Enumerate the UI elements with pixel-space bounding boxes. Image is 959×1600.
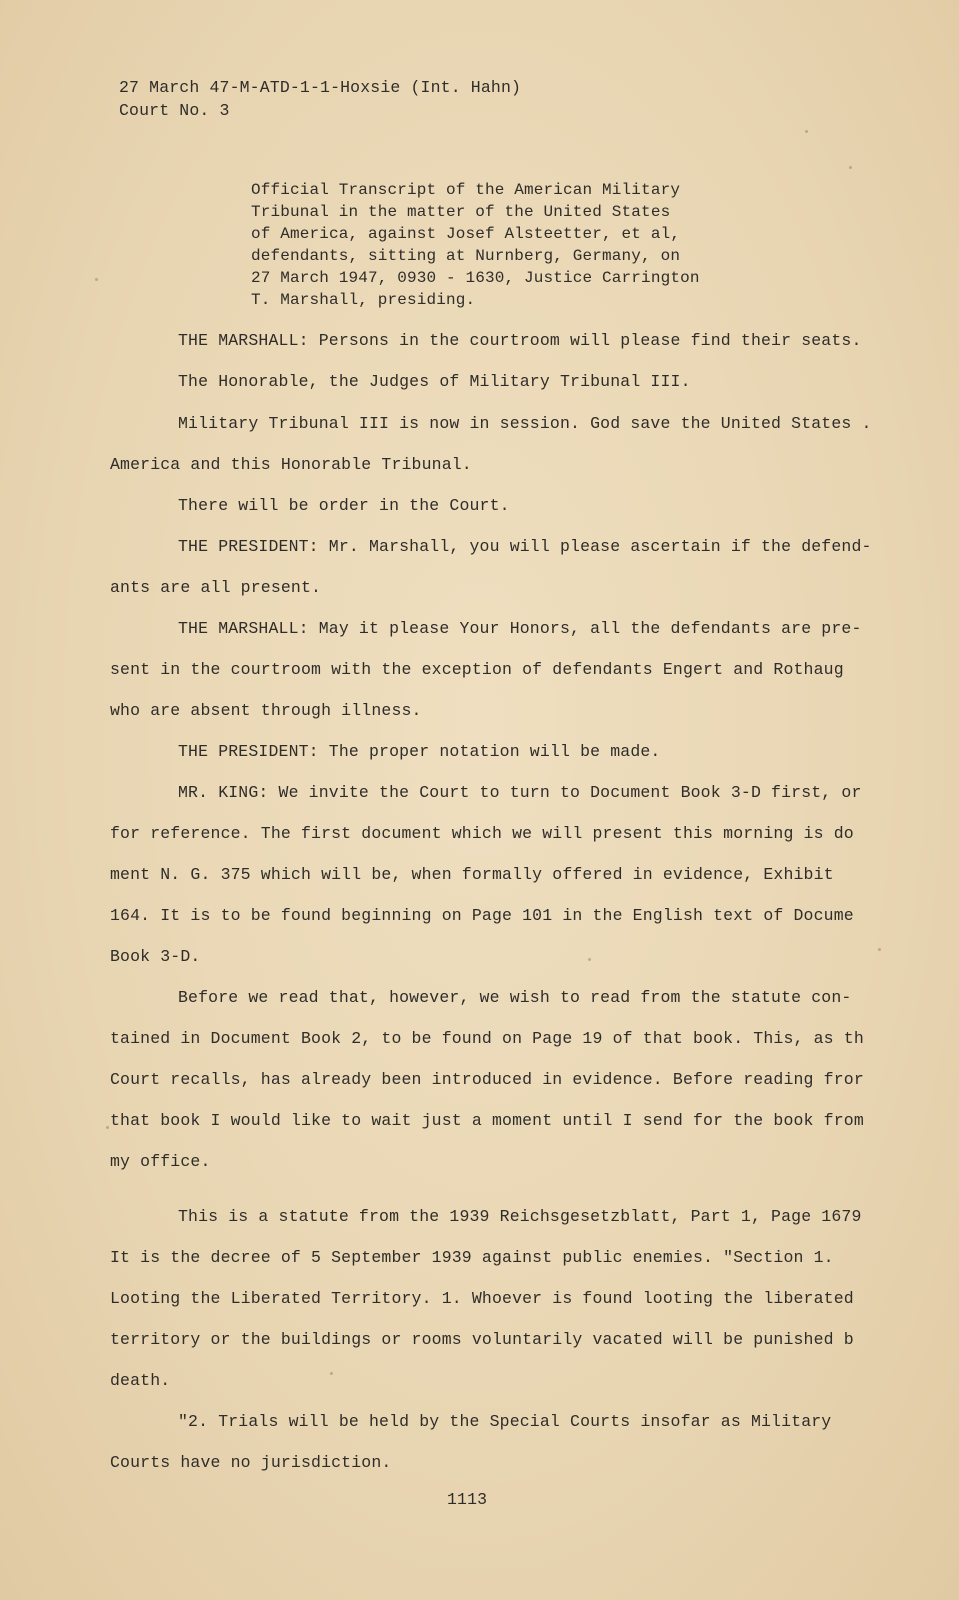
transcript-line: for reference. The first document which we will present this morning is do [110, 824, 854, 843]
transcript-line: territory or the buildings or rooms voluntarily vacated will be punished b [110, 1330, 854, 1349]
transcript-line: ants are all present. [110, 578, 322, 597]
paper-speck [588, 958, 591, 961]
transcript-line: sent in the courtroom with the exception of defendants Engert and Rothaug [110, 660, 844, 679]
transcript-line: 164. It is to be found beginning on Page 101 in the English text of Docume [110, 906, 854, 925]
paper-speck [878, 948, 881, 951]
transcript-line: THE PRESIDENT: Mr. Marshall, you will please ascertain if the defend- [178, 537, 872, 556]
transcript-line: THE MARSHALL: May it please Your Honors, all the defendants are pre- [178, 619, 862, 638]
transcript-line: Before we read that, however, we wish to read from the statute con- [178, 988, 852, 1007]
transcript-line: who are absent through illness. [110, 701, 422, 720]
transcript-line: my office. [110, 1152, 211, 1171]
header-reference: 27 March 47-M-ATD-1-1-Hoxsie (Int. Hahn) [119, 78, 522, 97]
caption-line: Tribunal in the matter of the United States [251, 203, 671, 221]
transcript-line: This is a statute from the 1939 Reichsgesetzblatt, Part 1, Page 1679 [178, 1207, 862, 1226]
transcript-line: MR. KING: We invite the Court to turn to Document Book 3-D first, or [178, 783, 862, 802]
transcript-line: THE PRESIDENT: The proper notation will be made. [178, 742, 661, 761]
paper-speck [95, 278, 98, 281]
transcript-line: tained in Document Book 2, to be found on Page 19 of that book. This, as th [110, 1029, 864, 1048]
caption-line: of America, against Josef Alsteetter, et al, [251, 225, 681, 243]
caption-line: 27 March 1947, 0930 - 1630, Justice Carrington [251, 269, 700, 287]
transcript-line: THE MARSHALL: Persons in the courtroom will please find their seats. [178, 331, 862, 350]
transcript-line: Book 3-D. [110, 947, 201, 966]
caption-line: Official Transcript of the American Military [251, 181, 681, 199]
transcript-line: death. [110, 1371, 171, 1390]
paper-speck [805, 130, 808, 133]
transcript-line: that book I would like to wait just a moment until I send for the book from [110, 1111, 864, 1130]
transcript-line: America and this Honorable Tribunal. [110, 455, 472, 474]
transcript-line: Court recalls, has already been introduced in evidence. Before reading fror [110, 1070, 864, 1089]
caption-line: T. Marshall, presiding. [251, 291, 476, 309]
paper-speck [849, 166, 852, 169]
transcript-line: Looting the Liberated Territory. 1. Whoever is found looting the liberated [110, 1289, 854, 1308]
transcript-line: ment N. G. 375 which will be, when formally offered in evidence, Exhibit [110, 865, 834, 884]
header-court-number: Court No. 3 [119, 101, 230, 120]
paper-speck [106, 1126, 109, 1129]
caption-line: defendants, sitting at Nurnberg, Germany, on [251, 247, 681, 265]
transcript-line: The Honorable, the Judges of Military Tribunal III. [178, 372, 691, 391]
transcript-line: There will be order in the Court. [178, 496, 510, 515]
transcript-line: "2. Trials will be held by the Special Courts insofar as Military [178, 1412, 832, 1431]
transcript-line: It is the decree of 5 September 1939 against public enemies. "Section 1. [110, 1248, 834, 1267]
paper-speck [330, 1372, 333, 1375]
transcript-line: Courts have no jurisdiction. [110, 1453, 392, 1472]
transcript-line: Military Tribunal III is now in session. God save the United States . [178, 414, 872, 433]
page-number: 1113 [447, 1490, 488, 1509]
